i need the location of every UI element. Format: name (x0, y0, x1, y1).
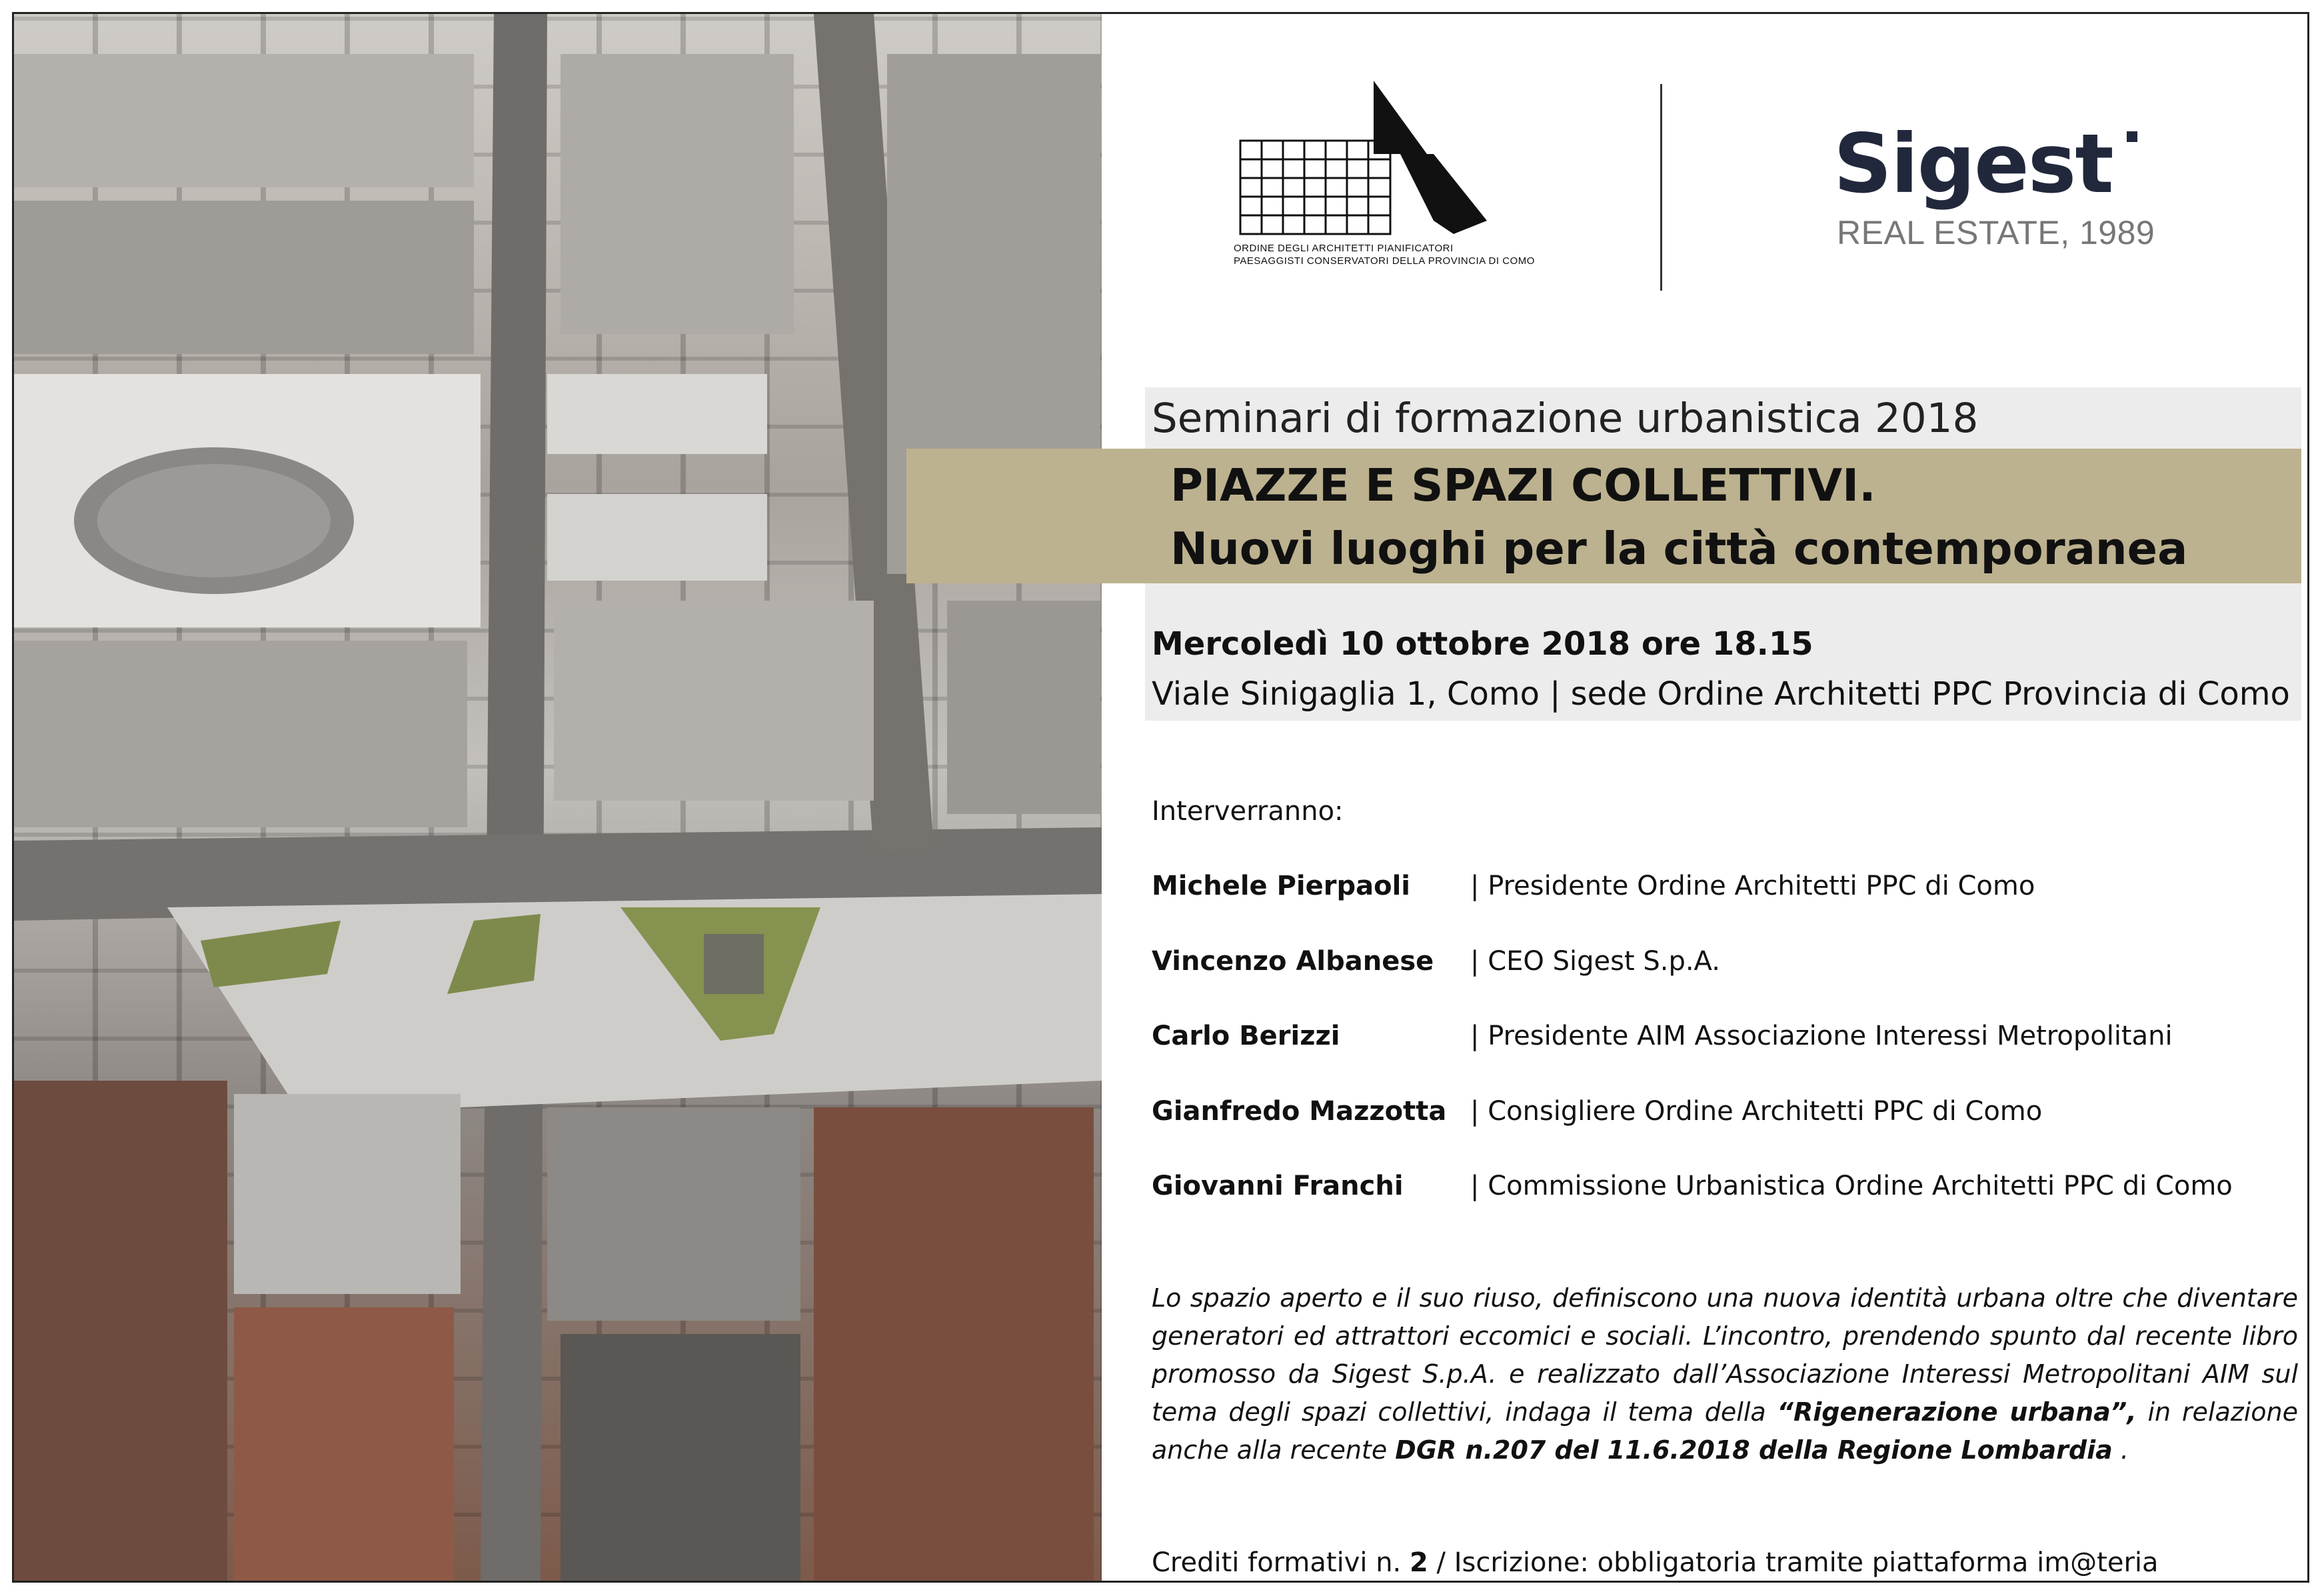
main-title-line2: Nuovi luoghi per la città contemporanea (1170, 523, 2188, 575)
speaker-row (1152, 1167, 2298, 1205)
description-text-1: Lo spazio aperto e il suo riuso, definiscono una nuova identità urbana oltre che diventare generatori ed attrattori eccomici e sociali. L’incontro, prendendo spunto dal recente libro promosso da Sigest S.p.A. e realizzato dall’Associazione Interessi Metropolitani AIM sul tema degli spazi collettivi, indaga il tema della (1152, 1283, 2298, 1427)
speaker-role: | Presidente Ordine Architetti PPC di Como (1470, 871, 2035, 901)
event-date-time: Mercoledì 10 ottobre 2018 ore 18.15 (1152, 625, 1813, 663)
sigest-logo-mark (2127, 131, 2137, 142)
speaker-role: | Commissione Urbanistica Ordine Architetti PPC di Como (1470, 1171, 2233, 1201)
logos-header (1207, 67, 2247, 307)
sigest-logo-subtitle: REAL ESTATE, 1989 (1837, 214, 2155, 251)
flyer-frame (12, 12, 2309, 1583)
event-description (1152, 1279, 2298, 1469)
logo-divider (1660, 84, 1662, 291)
credits-prefix: Crediti formativi n. (1152, 1547, 1410, 1578)
ordine-caption (1234, 242, 1535, 267)
credits-line (1152, 1544, 2159, 1581)
description-text-2: in relazione anche alla recente (1152, 1397, 2298, 1465)
aerial-city-photo (14, 14, 1102, 1581)
credits-suffix: / Iscrizione: obbligatoria tramite piattaforma im@teria (1428, 1547, 2159, 1578)
speaker-role: | Presidente AIM Associazione Interessi Metropolitani (1470, 1021, 2173, 1051)
speaker-name: Gianfredo Mazzotta (1152, 1096, 1447, 1127)
aerial-city-illustration (14, 14, 1102, 1581)
credits-number: 2 (1409, 1547, 1428, 1578)
description-bold-2: DGR n.207 del 11.6.2018 della Regione Lombardia (1395, 1435, 2113, 1465)
main-title-line1: PIAZZE E SPAZI COLLETTIVI. (1170, 459, 1876, 511)
description-text-3: . (2112, 1435, 2129, 1465)
sigest-logo-name: Sigest (1833, 117, 2113, 211)
speaker-name: Giovanni Franchi (1152, 1171, 1404, 1201)
speaker-name: Carlo Berizzi (1152, 1021, 1340, 1051)
speaker-name: Michele Pierpaoli (1152, 871, 1411, 901)
speaker-name: Vincenzo Albanese (1152, 946, 1434, 977)
speakers-intro: Interverranno: (1152, 796, 1344, 827)
ordine-caption-line1: ORDINE DEGLI ARCHITETTI PIANIFICATORI (1234, 243, 1454, 254)
main-title (1170, 454, 2187, 581)
speaker-row (1152, 943, 2298, 980)
speaker-row (1152, 1017, 2298, 1055)
speaker-row (1152, 867, 2298, 905)
speaker-row (1152, 1093, 2298, 1130)
speaker-role: | CEO Sigest S.p.A. (1470, 946, 1720, 977)
speaker-role: | Consigliere Ordine Architetti PPC di Como (1470, 1096, 2043, 1127)
description-bold-1: “Rigenerazione urbana”, (1777, 1397, 2137, 1427)
series-title: Seminari di formazione urbanistica 2018 (1152, 395, 1979, 442)
event-location: Viale Sinigaglia 1, Como | sede Ordine Architetti PPC Provincia di Como (1152, 675, 2290, 713)
ordine-caption-line2: PAESAGGISTI CONSERVATORI DELLA PROVINCIA DI COMO (1234, 255, 1535, 267)
